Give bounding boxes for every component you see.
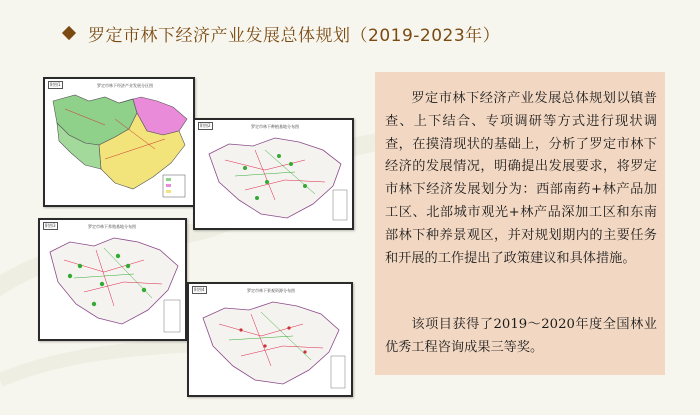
map-corner-label: 附图4 <box>194 287 205 292</box>
title-row <box>64 18 500 48</box>
map-corner-label: 附图2 <box>200 123 211 128</box>
planting-map-graphic <box>195 120 352 228</box>
map-card-zoning[interactable] <box>43 77 195 207</box>
map-card-landscape[interactable] <box>187 282 353 397</box>
landscape-map-graphic <box>189 284 351 395</box>
diamond-bullet-icon <box>62 26 76 40</box>
map-corner-label: 附图1 <box>50 82 61 87</box>
map-title: 罗定市林下景观资源分布图 <box>247 288 295 293</box>
description-paragraph-2: 该项目获得了2019～2020年度全国林业优秀工程咨询成果三等奖。 <box>385 317 657 355</box>
zoning-map-graphic <box>45 79 193 205</box>
breeding-map-graphic <box>40 220 185 339</box>
page-title: 罗定市林下经济产业发展总体规划（2019-2023年） <box>88 25 501 46</box>
map-title: 罗定市林下种植基地分布图 <box>251 124 299 129</box>
description-panel <box>375 72 665 375</box>
map-corner-label: 附图3 <box>45 223 56 228</box>
map-title: 罗定市林下经济产业发展分区图 <box>97 83 153 88</box>
description-paragraph-1: 罗定市林下经济产业发展总体规划以镇普查、上下结合、专项调研等方式进行现状调查，在摸清现状的基础上，分析了罗定市林下经济的发展情况，明确提出发展要求，将罗定市林下经济发展划分为：西部南药+林产品加工区、北部城市观光+林产品深加工区和东南部林下种养景观区，并对规划期内的主要任务和开展的工作提出了政策建议和具体措施。 <box>385 91 657 266</box>
map-title: 罗定市林下养殖基地分布图 <box>88 224 136 229</box>
map-card-breeding[interactable] <box>38 218 187 341</box>
map-card-planting[interactable] <box>193 118 354 230</box>
